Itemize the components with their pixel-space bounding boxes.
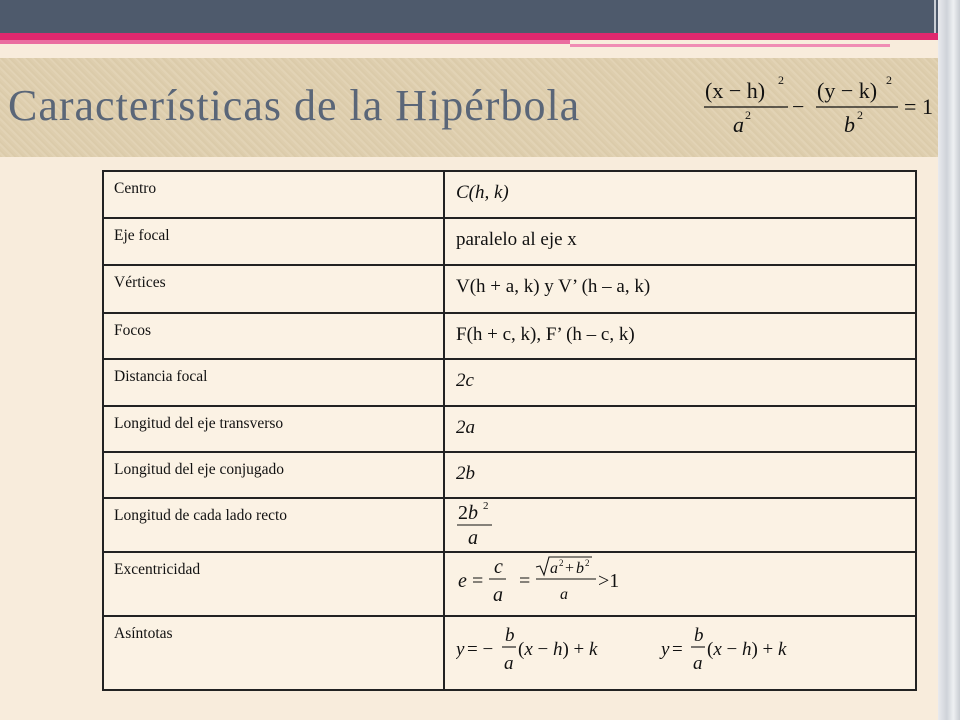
top-decorative-bar (0, 0, 960, 33)
table-row (103, 452, 916, 498)
svg-text:a: a (468, 527, 478, 545)
row-label: Excentricidad (103, 552, 444, 616)
table-row (103, 616, 916, 690)
term1-denominator-exponent: 2 (745, 108, 751, 122)
asymptotes-formula (456, 623, 826, 679)
svg-text:c: c (494, 556, 503, 578)
vertices-value: V(h + a, k) y V’ (h – a, k) (456, 276, 651, 297)
row-value (444, 616, 916, 690)
equals-sign: = (904, 94, 917, 119)
svg-text:b: b (576, 560, 584, 577)
row-label: Asíntotas (103, 616, 444, 690)
eccentricity-formula (456, 555, 656, 609)
svg-text:2b: 2b (458, 502, 478, 524)
transverse-axis-value: 2a (456, 417, 475, 438)
term1-numerator-exponent: 2 (778, 73, 784, 87)
table-row (103, 359, 916, 406)
right-decorative-edge (938, 0, 960, 720)
equation-rhs: 1 (922, 94, 933, 119)
svg-text:>1: >1 (598, 570, 620, 592)
row-label: Distancia focal (103, 359, 444, 406)
row-value (444, 359, 916, 406)
table-row (103, 552, 916, 616)
term1-denominator: a (733, 112, 744, 137)
row-value (444, 406, 916, 452)
table-row (103, 406, 916, 452)
svg-text:y: y (661, 639, 670, 660)
svg-text:2: 2 (483, 501, 489, 512)
center-value: C(h, k) (456, 182, 509, 203)
row-value (444, 498, 916, 552)
table-row (103, 498, 916, 552)
accent-stripe (0, 40, 570, 44)
row-value (444, 313, 916, 359)
row-value (444, 452, 916, 498)
table-row (103, 313, 916, 359)
svg-text:a: a (493, 584, 503, 606)
svg-text:=: = (472, 570, 484, 592)
svg-text:(x − h) + k: (x − h) + k (518, 639, 598, 660)
table-row (103, 171, 916, 218)
row-label: Focos (103, 313, 444, 359)
row-value (444, 552, 916, 616)
term2-denominator: b (844, 112, 855, 137)
svg-text:a: a (550, 560, 558, 577)
accent-stripe (570, 44, 890, 47)
svg-text:=: = (672, 639, 683, 660)
foci-value: F(h + c, k), F’ (h – c, k) (456, 324, 635, 345)
hyperbola-equation (700, 70, 940, 150)
svg-text:(x − h) + k: (x − h) + k (707, 639, 787, 660)
table-row (103, 218, 916, 265)
row-label: Eje focal (103, 218, 444, 265)
svg-text:b: b (694, 625, 704, 646)
focal-axis-value: paralelo al eje x (456, 229, 577, 250)
slide-title: Características de la Hipérbola (8, 81, 581, 130)
conjugate-axis-value: 2b (456, 463, 475, 484)
row-value (444, 171, 916, 218)
svg-text:y: y (456, 639, 465, 660)
row-value (444, 265, 916, 313)
table-row (103, 265, 916, 313)
row-label: Longitud del eje transverso (103, 406, 444, 452)
top-bar-edge-stripe (934, 0, 936, 33)
properties-table (102, 170, 917, 691)
row-value (444, 218, 916, 265)
term2-denominator-exponent: 2 (857, 108, 863, 122)
term2-numerator: (y − k) (817, 78, 878, 103)
svg-text:e: e (458, 570, 467, 592)
svg-text:= −: = − (467, 639, 494, 660)
svg-text:2: 2 (585, 558, 590, 568)
term2-numerator-exponent: 2 (886, 73, 892, 87)
svg-text:2: 2 (559, 558, 564, 568)
svg-text:=: = (519, 570, 531, 592)
svg-text:+: + (565, 560, 575, 577)
accent-stripe (0, 33, 960, 40)
svg-text:a: a (693, 653, 703, 674)
term1-numerator: (x − h) (705, 78, 766, 103)
row-label: Vértices (103, 265, 444, 313)
svg-text:b: b (505, 625, 515, 646)
svg-text:a: a (504, 653, 514, 674)
focal-distance-value: 2c (456, 370, 474, 391)
row-label: Longitud de cada lado recto (103, 498, 444, 552)
row-label: Longitud del eje conjugado (103, 452, 444, 498)
svg-text:a: a (560, 586, 568, 603)
row-label: Centro (103, 171, 444, 218)
minus-sign: − (792, 94, 805, 119)
latus-rectum-formula (456, 501, 516, 545)
